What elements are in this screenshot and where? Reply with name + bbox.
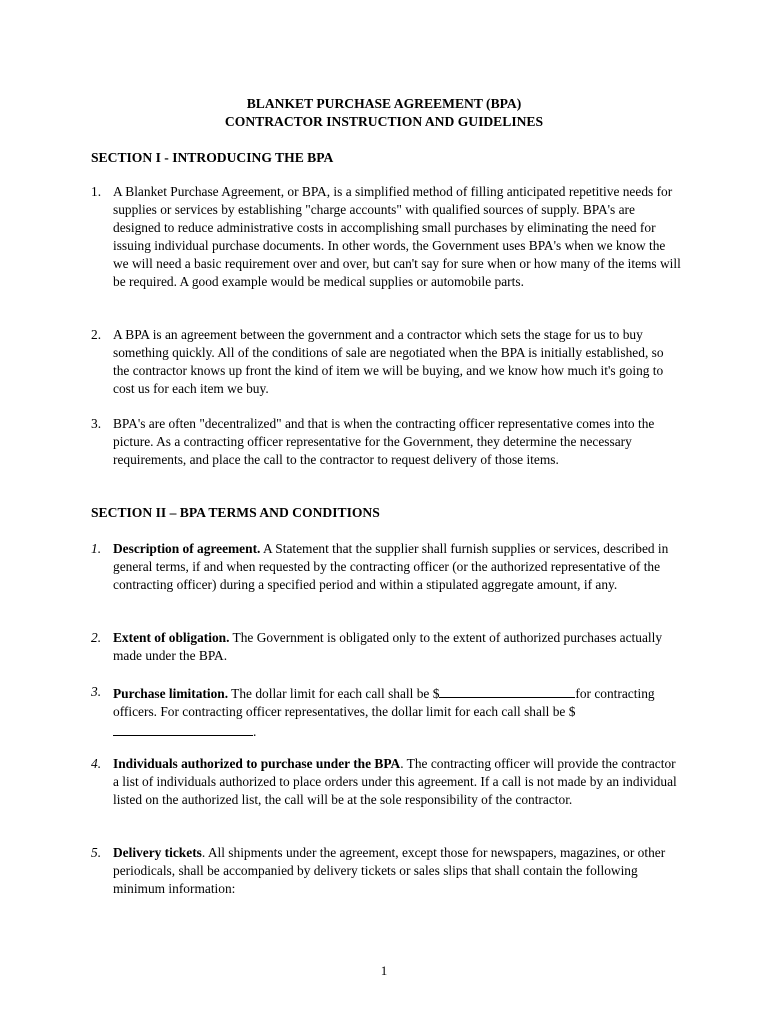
section-2-item-4 <box>91 755 681 809</box>
item-number: 3. <box>91 416 102 431</box>
item-lead: Individuals authorized to purchase under the BPA <box>113 756 401 771</box>
dollar-limit-blank-cor <box>113 721 253 736</box>
section-2-item-2 <box>91 629 681 665</box>
section-1-heading: SECTION I - INTRODUCING THE BPA <box>91 150 334 165</box>
section-1-item-2 <box>91 326 681 398</box>
item-lead: Purchase limitation. <box>113 686 229 701</box>
section-2-item-5 <box>91 844 681 898</box>
section-2-item-1 <box>91 540 681 594</box>
item-number: 3. <box>91 684 102 699</box>
page-number: 1 <box>380 963 388 978</box>
item-text: . All shipments under the agreement, except those for newspapers, magazines, or other periodicals, shall be accompanied by delivery tickets or sales slips that shall contain the following minimum information: <box>113 845 666 896</box>
item-text: A Blanket Purchase Agreement, or BPA, is a simplified method of filling anticipated repetitive needs for supplies or services by establishing "charge accounts" with qualified sources of supply. BPA's are designed to reduce administrative costs in accomplishing small purchases by eliminating the need for issuing individual purchase documents. In other words, the Government uses BPA's when we know the we will need a basic requirement over and over, but can't say for sure when or how many of the items will be required. A good example would be medical supplies or automobile parts. <box>113 184 681 289</box>
dollar-limit-blank-co <box>439 683 575 698</box>
item-text: . <box>253 724 257 739</box>
section-1-item-3 <box>91 415 681 469</box>
item-text: . The contracting officer will provide the contractor a list of individuals authorized to place orders under this agreement. If a call is not made by an individual listed on the authorized list, the call will be at the sole responsibility of the contractor. <box>113 756 677 807</box>
item-number: 1. <box>91 541 102 556</box>
item-text: for contracting officers. For contracting officer representatives, the dollar limit for each call shall be $ <box>113 686 655 719</box>
item-number: 5. <box>91 845 102 860</box>
item-lead: Delivery tickets <box>113 845 202 860</box>
document-title-line-2: CONTRACTOR INSTRUCTION AND GUIDELINES <box>224 114 544 129</box>
section-1-item-1 <box>91 183 681 291</box>
item-text: The Government is obligated only to the extent of authorized purchases actually made under the BPA. <box>113 630 663 663</box>
item-text: A BPA is an agreement between the government and a contractor which sets the stage for us to buy something quickly. All of the conditions of sale are negotiated when the BPA is initially established, so the contractor knows up front the kind of item we will be buying, and we know how much it's going to cost us for each item we buy. <box>113 327 664 396</box>
item-number: 1. <box>91 184 102 199</box>
section-2-heading: SECTION II – BPA TERMS AND CONDITIONS <box>91 505 380 520</box>
item-text: A Statement that the supplier shall furnish supplies or services, described in general terms, if and when requested by the contracting officer (or the authorized representative of the contracting officer) during a specified period and within a stipulated aggregate amount, if any. <box>113 541 669 592</box>
item-number: 4. <box>91 756 102 771</box>
item-text: BPA's are often "decentralized" and that is when the contracting officer representative comes into the picture. As a contracting officer representative for the Government, they determine the necessary requirements, and place the call to the contractor to request delivery of those items. <box>113 416 655 467</box>
item-lead: Description of agreement. <box>113 541 261 556</box>
item-number: 2. <box>91 327 102 342</box>
document-title-line-1: BLANKET PURCHASE AGREEMENT (BPA) <box>246 96 522 111</box>
item-text: The dollar limit for each call shall be $ <box>228 686 440 701</box>
item-lead: Extent of obligation. <box>113 630 230 645</box>
section-2-item-3 <box>91 683 681 741</box>
item-number: 2. <box>91 630 102 645</box>
